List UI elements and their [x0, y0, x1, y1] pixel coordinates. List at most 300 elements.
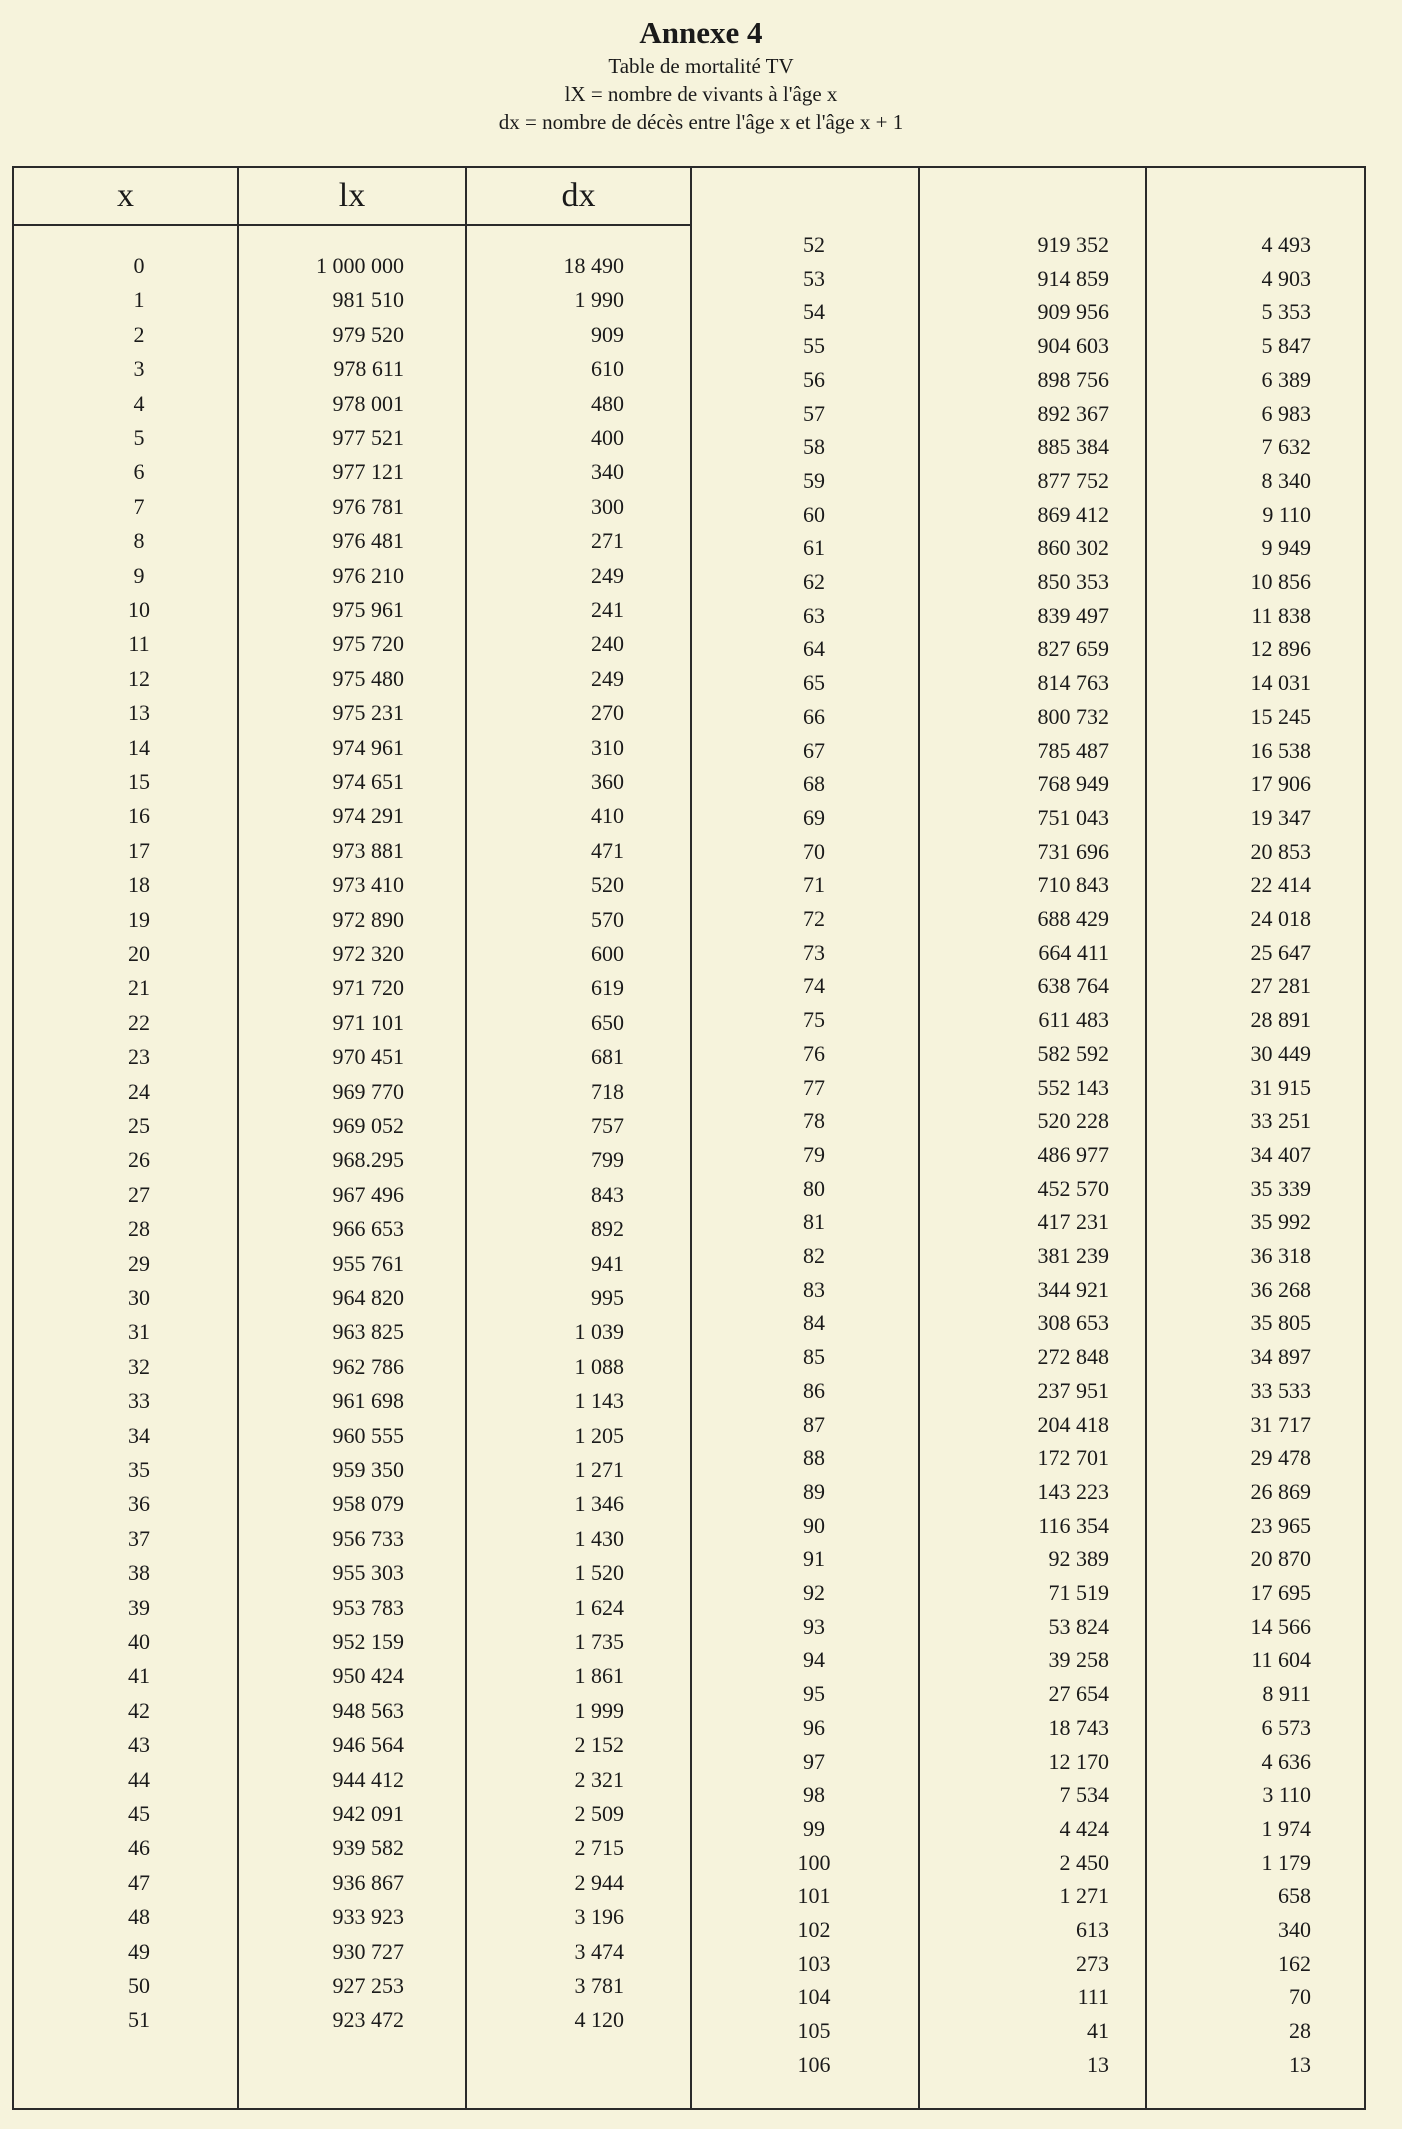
table-row [14, 1643, 1364, 1677]
lx-cell: 964 820 [332, 1285, 404, 1310]
lx-cell: 486 977 [1037, 1141, 1109, 1167]
dx-cell: 5 847 [1261, 333, 1311, 359]
table-row [14, 1846, 1364, 1880]
lx-cell: 977 521 [332, 425, 404, 450]
lx-cell: 839 497 [1037, 602, 1109, 628]
header-dx: dx [561, 177, 596, 214]
dx-cell: 799 [591, 1147, 624, 1173]
age-cell: 14 [128, 734, 150, 760]
table-row [14, 228, 1364, 262]
lx-cell: 976 481 [332, 528, 404, 554]
dx-cell: 33 533 [1250, 1377, 1311, 1403]
lx-cell: 638 764 [1037, 973, 1109, 999]
table-row [14, 767, 1364, 801]
dx-cell: 241 [591, 597, 624, 622]
lx-cell: 18 743 [1048, 1714, 1109, 1740]
lx-cell: 981 510 [332, 287, 404, 313]
lx-cell: 972 320 [332, 941, 404, 966]
table-row [14, 1138, 1364, 1172]
age-cell: 2 [133, 321, 145, 347]
age-cell: 40 [128, 1629, 150, 1654]
table-row [14, 1239, 1364, 1273]
lx-cell: 974 291 [332, 803, 404, 829]
age-cell: 22 [128, 1009, 150, 1035]
page-title: Annexe 4 [639, 15, 763, 50]
age-cell: 20 [128, 941, 150, 966]
age-cell: 9 [133, 562, 145, 588]
lx-cell: 952 159 [332, 1629, 404, 1654]
age-cell: 102 [797, 1917, 831, 1942]
lx-cell: 898 756 [1037, 366, 1109, 392]
table-row [14, 2014, 1364, 2048]
age-cell: 26 [128, 1147, 150, 1173]
dx-cell: 480 [591, 390, 624, 416]
dx-cell: 33 251 [1250, 1108, 1311, 1134]
lx-cell: 688 429 [1037, 906, 1109, 931]
lx-cell: 664 411 [1038, 939, 1109, 965]
page-header [0, 14, 1402, 136]
lx-cell: 860 302 [1037, 535, 1109, 561]
lx-cell: 751 043 [1037, 804, 1109, 830]
age-cell: 33 [128, 1388, 150, 1414]
dx-cell: 4 493 [1261, 232, 1311, 257]
lx-cell: 814 763 [1037, 670, 1109, 696]
table-row [14, 666, 1364, 700]
dx-cell: 35 992 [1250, 1209, 1311, 1235]
table-row [14, 969, 1364, 1003]
table-row [14, 1778, 1364, 1812]
age-cell: 31 [128, 1319, 150, 1345]
age-cell: 61 [803, 535, 825, 561]
lx-cell: 914 859 [1037, 265, 1109, 291]
dx-cell: 2 944 [574, 1869, 624, 1895]
dx-cell: 11 604 [1251, 1647, 1311, 1673]
age-cell: 39 [128, 1594, 150, 1620]
lx-cell: 972 890 [332, 906, 404, 932]
age-cell: 5 [133, 425, 145, 450]
lx-cell: 971 720 [332, 975, 404, 1001]
lx-cell: 944 412 [332, 1766, 404, 1792]
dx-cell: 5 353 [1261, 299, 1311, 325]
lx-cell: 962 786 [332, 1353, 404, 1379]
age-cell: 17 [128, 837, 150, 863]
lx-cell: 582 592 [1037, 1040, 1109, 1066]
table-row [14, 1205, 1364, 1239]
table-row [14, 363, 1364, 397]
lx-cell: 53 824 [1048, 1613, 1109, 1639]
lx-definition: lX = nombre de vivants à l'âge x [564, 82, 838, 106]
age-cell: 55 [803, 333, 825, 359]
age-cell: 63 [803, 602, 825, 628]
age-cell: 50 [128, 1973, 150, 1998]
age-cell: 21 [128, 975, 150, 1001]
lx-cell: 204 418 [1037, 1411, 1109, 1437]
age-cell: 11 [128, 631, 150, 657]
table-row [14, 1711, 1364, 1745]
header-rule [14, 224, 690, 226]
dx-cell: 4 636 [1261, 1748, 1311, 1774]
lx-cell: 955 303 [332, 1560, 404, 1586]
lx-cell: 1 000 000 [316, 253, 404, 278]
lx-cell: 978 001 [332, 390, 404, 416]
dx-cell: 19 347 [1250, 804, 1311, 830]
table-row [14, 599, 1364, 633]
lx-cell: 960 555 [332, 1422, 404, 1448]
dx-cell: 20 853 [1250, 838, 1311, 864]
table-row [14, 1610, 1364, 1644]
lx-cell: 955 761 [332, 1250, 404, 1276]
lx-cell: 552 143 [1037, 1074, 1109, 1100]
lx-cell: 923 472 [332, 2007, 404, 2033]
table-row [14, 1071, 1364, 1105]
dx-cell: 9 110 [1262, 501, 1311, 527]
dx-cell: 909 [591, 321, 624, 347]
age-cell: 13 [128, 700, 150, 726]
header-x: x [117, 177, 134, 214]
lx-cell: 946 564 [332, 1732, 404, 1758]
age-cell: 57 [803, 400, 825, 426]
age-cell: 48 [128, 1904, 150, 1930]
age-cell: 45 [128, 1801, 150, 1826]
lx-cell: 948 563 [332, 1697, 404, 1723]
age-cell: 19 [128, 906, 150, 932]
table-row [14, 801, 1364, 835]
lx-cell: 273 [1076, 1950, 1109, 1976]
lx-cell: 237 951 [1037, 1377, 1109, 1403]
dx-cell: 471 [591, 837, 624, 863]
lx-cell: 930 727 [332, 1938, 404, 1964]
age-cell: 30 [128, 1285, 150, 1310]
age-cell: 53 [803, 265, 825, 291]
age-cell: 38 [128, 1560, 150, 1586]
dx-cell: 600 [591, 941, 624, 966]
lx-cell: 381 239 [1037, 1243, 1109, 1268]
age-cell: 7 [133, 493, 145, 519]
lx-cell: 969 770 [332, 1078, 404, 1104]
lx-cell: 977 121 [332, 459, 404, 485]
lx-cell: 827 659 [1037, 636, 1109, 662]
dx-cell: 70 [1289, 1984, 1311, 2010]
dx-cell: 2 152 [574, 1732, 624, 1758]
age-cell: 44 [128, 1766, 150, 1792]
dx-cell: 34 407 [1250, 1141, 1311, 1167]
age-cell: 91 [803, 1546, 825, 1572]
dx-cell: 35 339 [1250, 1175, 1311, 1201]
table-row [14, 1104, 1364, 1138]
table-row [14, 700, 1364, 734]
lx-cell: 970 451 [332, 1044, 404, 1070]
lx-cell: 785 487 [1037, 737, 1109, 763]
dx-cell: 1 430 [574, 1525, 624, 1551]
age-cell: 98 [803, 1782, 825, 1808]
dx-cell: 16 538 [1250, 737, 1311, 763]
age-cell: 3 [133, 356, 145, 382]
dx-cell: 310 [591, 734, 624, 760]
table-row [14, 329, 1364, 363]
dx-cell: 11 838 [1251, 602, 1311, 628]
age-cell: 94 [803, 1647, 825, 1673]
lx-cell: 143 223 [1037, 1478, 1109, 1504]
table-row [14, 1745, 1364, 1779]
table-row [14, 295, 1364, 329]
table-row [14, 1475, 1364, 1509]
table-row [14, 1441, 1364, 1475]
dx-cell: 658 [1278, 1883, 1311, 1909]
lx-cell: 27 654 [1048, 1681, 1109, 1707]
dx-cell: 26 869 [1250, 1478, 1311, 1504]
dx-cell: 1 990 [574, 287, 624, 313]
table-row [14, 1576, 1364, 1610]
age-cell: 15 [128, 769, 150, 794]
age-cell: 66 [803, 703, 825, 729]
age-cell: 29 [128, 1250, 150, 1276]
age-cell: 12 [128, 665, 150, 691]
age-cell: 46 [128, 1835, 150, 1861]
lx-cell: 613 [1076, 1917, 1109, 1942]
dx-cell: 240 [591, 631, 624, 657]
lx-cell: 950 424 [332, 1663, 404, 1689]
dx-cell: 1 974 [1261, 1815, 1311, 1841]
table-row [14, 430, 1364, 464]
age-cell: 4 [133, 390, 145, 416]
age-cell: 0 [133, 253, 145, 278]
dx-cell: 360 [591, 769, 624, 794]
age-cell: 76 [803, 1040, 825, 1066]
table-row [14, 1374, 1364, 1408]
age-cell: 104 [797, 1984, 831, 2010]
age-cell: 87 [803, 1411, 825, 1437]
lx-cell: 961 698 [332, 1388, 404, 1414]
dx-cell: 2 321 [574, 1766, 624, 1792]
lx-cell: 969 052 [332, 1113, 404, 1138]
lx-cell: 978 611 [333, 356, 404, 382]
lx-cell: 974 961 [332, 734, 404, 760]
dx-cell: 36 268 [1250, 1276, 1311, 1302]
lx-cell: 520 228 [1037, 1108, 1109, 1134]
dx-cell: 892 [591, 1216, 624, 1242]
age-cell: 56 [803, 366, 825, 392]
lx-cell: 942 091 [332, 1801, 404, 1826]
lx-cell: 344 921 [1037, 1276, 1109, 1302]
age-cell: 96 [803, 1714, 825, 1740]
lx-cell: 41 [1087, 2018, 1109, 2044]
table-row [14, 1812, 1364, 1846]
dx-cell: 941 [591, 1250, 624, 1276]
age-cell: 71 [803, 872, 825, 898]
age-cell: 82 [803, 1243, 825, 1268]
dx-cell: 24 018 [1250, 906, 1311, 931]
age-cell: 69 [803, 804, 825, 830]
table-row [14, 902, 1364, 936]
age-cell: 47 [128, 1869, 150, 1895]
age-cell: 23 [128, 1044, 150, 1070]
dx-cell: 400 [591, 425, 624, 450]
dx-cell: 1 520 [574, 1560, 624, 1586]
age-cell: 105 [797, 2018, 831, 2044]
dx-cell: 15 245 [1250, 703, 1311, 729]
lx-cell: 116 354 [1038, 1512, 1109, 1538]
table-subtitle: Table de mortalité TV [608, 54, 794, 78]
table-row [14, 464, 1364, 498]
dx-cell: 340 [591, 459, 624, 485]
table-row [14, 2048, 1364, 2082]
age-cell: 41 [128, 1663, 150, 1689]
dx-cell: 7 632 [1261, 434, 1311, 460]
table-row [14, 1037, 1364, 1071]
dx-cell: 619 [591, 975, 624, 1001]
age-cell: 49 [128, 1938, 150, 1964]
age-cell: 64 [803, 636, 825, 662]
age-cell: 97 [803, 1748, 825, 1774]
lx-cell: 975 961 [332, 597, 404, 622]
dx-cell: 6 389 [1261, 366, 1311, 392]
dx-cell: 1 179 [1261, 1849, 1311, 1875]
table-row [14, 936, 1364, 970]
dx-cell: 23 965 [1250, 1512, 1311, 1538]
dx-cell: 8 340 [1261, 467, 1311, 493]
lx-cell: 973 410 [332, 872, 404, 898]
lx-cell: 877 752 [1037, 467, 1109, 493]
age-cell: 86 [803, 1377, 825, 1403]
table-row [14, 835, 1364, 869]
dx-cell: 30 449 [1250, 1040, 1311, 1066]
age-cell: 35 [128, 1457, 150, 1482]
dx-cell: 1 143 [574, 1388, 624, 1414]
lx-cell: 13 [1087, 2051, 1109, 2077]
dx-cell: 995 [591, 1285, 624, 1310]
table-row [14, 1913, 1364, 1947]
age-cell: 59 [803, 467, 825, 493]
dx-cell: 162 [1278, 1950, 1311, 1976]
lx-cell: 452 570 [1037, 1175, 1109, 1201]
lx-cell: 976 210 [332, 562, 404, 588]
table-row [14, 397, 1364, 431]
lx-cell: 39 258 [1048, 1647, 1109, 1673]
dx-cell: 20 870 [1250, 1546, 1311, 1572]
dx-cell: 28 891 [1250, 1007, 1311, 1033]
lx-cell: 933 923 [332, 1904, 404, 1930]
age-cell: 37 [128, 1525, 150, 1551]
age-cell: 52 [803, 232, 825, 257]
dx-cell: 17 695 [1250, 1580, 1311, 1605]
age-cell: 74 [803, 973, 825, 999]
age-cell: 95 [803, 1681, 825, 1707]
dx-cell: 28 [1289, 2018, 1311, 2044]
dx-cell: 18 490 [563, 253, 624, 278]
age-cell: 79 [803, 1141, 825, 1167]
dx-cell: 1 039 [574, 1319, 624, 1345]
lx-cell: 927 253 [332, 1973, 404, 1998]
dx-cell: 3 781 [574, 1973, 624, 1998]
dx-cell: 1 346 [574, 1491, 624, 1517]
dx-cell: 4 120 [574, 2007, 624, 2033]
table-row [14, 1542, 1364, 1576]
lx-cell: 869 412 [1037, 501, 1109, 527]
dx-cell: 6 573 [1261, 1714, 1311, 1740]
age-cell: 73 [803, 939, 825, 965]
lx-cell: 967 496 [332, 1181, 404, 1207]
lx-cell: 111 [1077, 1984, 1109, 2010]
table-row [14, 1306, 1364, 1340]
dx-cell: 1 088 [574, 1353, 624, 1379]
age-cell: 67 [803, 737, 825, 763]
dx-cell: 8 911 [1262, 1681, 1311, 1707]
lx-cell: 973 881 [332, 837, 404, 863]
age-cell: 88 [803, 1445, 825, 1471]
lx-cell: 953 783 [332, 1594, 404, 1620]
dx-cell: 1 624 [574, 1594, 624, 1620]
age-cell: 34 [128, 1422, 150, 1448]
lx-cell: 417 231 [1037, 1209, 1109, 1235]
age-cell: 6 [133, 459, 145, 485]
dx-cell: 13 [1289, 2051, 1311, 2077]
dx-cell: 2 509 [574, 1801, 624, 1826]
dx-cell: 14 566 [1250, 1613, 1311, 1639]
lx-cell: 959 350 [332, 1457, 404, 1482]
age-cell: 80 [803, 1175, 825, 1201]
age-cell: 8 [133, 528, 145, 554]
dx-cell: 1 205 [574, 1422, 624, 1448]
dx-cell: 1 735 [574, 1629, 624, 1654]
lx-cell: 800 732 [1037, 703, 1109, 729]
dx-cell: 10 856 [1250, 569, 1311, 594]
lx-cell: 4 424 [1059, 1815, 1109, 1841]
lx-cell: 963 825 [332, 1319, 404, 1345]
lx-cell: 979 520 [332, 321, 404, 347]
age-cell: 99 [803, 1815, 825, 1841]
age-cell: 72 [803, 906, 825, 931]
table-row [14, 262, 1364, 296]
dx-cell: 249 [591, 562, 624, 588]
lx-cell: 919 352 [1037, 232, 1109, 257]
dx-cell: 270 [591, 700, 624, 726]
lx-cell: 958 079 [332, 1491, 404, 1517]
dx-cell: 29 478 [1250, 1445, 1311, 1471]
lx-cell: 1 271 [1059, 1883, 1109, 1909]
age-cell: 106 [797, 2051, 831, 2077]
age-cell: 27 [128, 1181, 150, 1207]
lx-cell: 611 483 [1038, 1007, 1109, 1033]
table-row [14, 734, 1364, 768]
table-row [14, 1408, 1364, 1442]
age-cell: 25 [128, 1113, 150, 1138]
age-cell: 54 [803, 299, 825, 325]
age-cell: 32 [128, 1353, 150, 1379]
dx-cell: 271 [591, 528, 624, 554]
age-cell: 93 [803, 1613, 825, 1639]
dx-cell: 22 414 [1250, 872, 1311, 898]
age-cell: 92 [803, 1580, 825, 1605]
dx-cell: 300 [591, 493, 624, 519]
age-cell: 77 [803, 1074, 825, 1100]
age-cell: 60 [803, 501, 825, 527]
lx-cell: 885 384 [1037, 434, 1109, 460]
age-cell: 65 [803, 670, 825, 696]
lx-cell: 975 720 [332, 631, 404, 657]
dx-cell: 3 196 [574, 1904, 624, 1930]
dx-definition: dx = nombre de décès entre l'âge x et l'âge x + 1 [498, 110, 904, 134]
lx-cell: 966 653 [332, 1216, 404, 1242]
dx-cell: 843 [591, 1181, 624, 1207]
dx-cell: 14 031 [1250, 670, 1311, 696]
lx-cell: 939 582 [332, 1835, 404, 1861]
age-cell: 42 [128, 1697, 150, 1723]
header-lx: lx [338, 177, 366, 214]
dx-cell: 757 [591, 1113, 624, 1138]
dx-cell: 1 999 [574, 1697, 624, 1723]
age-cell: 75 [803, 1007, 825, 1033]
dx-cell: 650 [591, 1009, 624, 1035]
